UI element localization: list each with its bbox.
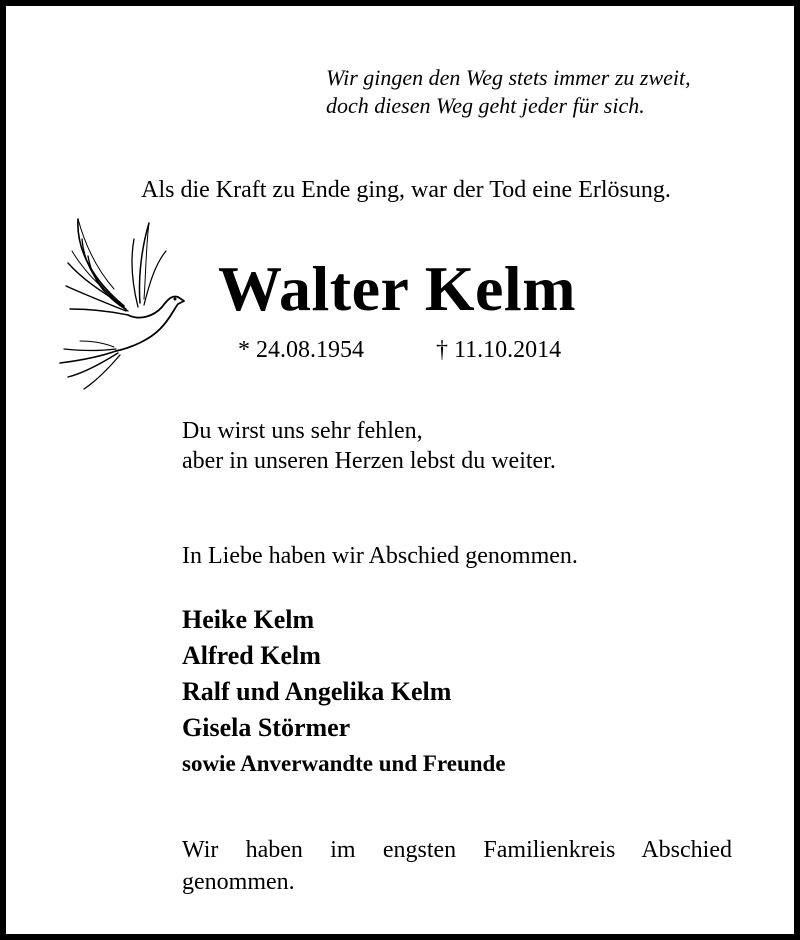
birth-date: * 24.08.1954 [238,337,364,363]
mourner-name: Heike Kelm [182,605,315,634]
quote-line-2: doch diesen Weg geht jeder für sich. [326,93,645,118]
message-line-1: Du wirst uns sehr fehlen, [182,418,423,444]
mourner-name: Ralf und Angelika Kelm [182,677,452,706]
mourner-name: Alfred Kelm [182,641,321,670]
deceased-name: Walter Kelm [218,253,576,324]
mourner-relatives-friends: sowie Anverwandte und Freunde [182,751,506,776]
farewell-text: In Liebe haben wir Abschied genommen. [182,543,578,569]
motto: Als die Kraft zu Ende ging, war der Tod eine Erlösung. [141,177,671,203]
mourner-name: Gisela Störmer [182,713,351,742]
dove-icon [54,211,189,396]
quote-line-1: Wir gingen den Weg stets immer zu zweit, [326,65,691,90]
closing-note: Wir haben im engsten Familienkreis Abschied genommen. [182,837,732,895]
death-date: † 11.10.2014 [436,337,562,363]
message-line-2: aber in unseren Herzen lebst du weiter. [182,448,556,474]
